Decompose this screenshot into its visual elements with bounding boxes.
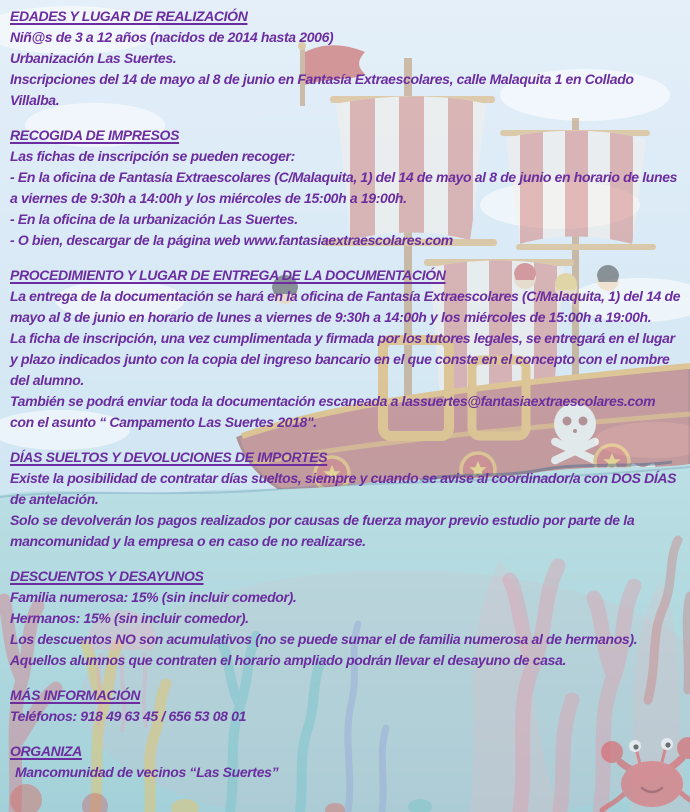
phone-numbers: Teléfonos: 918 49 63 45 / 656 53 08 01	[10, 708, 247, 724]
paragraph: Familia numerosa: 15% (sin incluir comedor).	[10, 589, 297, 605]
paragraph: Aquellos alumnos que contraten el horario ampliado podrán llevar el desayuno de casa.	[10, 652, 567, 668]
section-heading: EDADES Y LUGAR DE REALIZACIÓN	[10, 8, 248, 24]
section-heading: RECOGIDA DE IMPRESOS	[10, 127, 180, 143]
organizer-name: Mancomunidad de vecinos “Las Suertes”	[15, 764, 279, 780]
paragraph: - En la oficina de Fantasía Extraescolares (C/Malaquita, 1) del 14 de mayo al 8 de junio en horario de lunes a viernes de 9:30h a 14:00h y los miércoles de 15:00h a 19:00h.	[10, 169, 678, 206]
section-organiza	[10, 741, 681, 783]
paragraph: También se podrá enviar toda la documentación escaneada a lassuertes@fantasiaextraescolares.com con el asunto “ Campamento Las Suertes 2018".	[10, 393, 656, 430]
paragraph: Solo se devolverán los pagos realizados por causas de fuerza mayor previo estudio por parte de la mancomunidad y la empresa o en caso de no realizarse.	[10, 512, 635, 549]
paragraph: La entrega de la documentación se hará en la oficina de Fantasía Extraescolares (C/Malaquita, 1) del 14 de mayo al 8 de junio en horario de lunes a viernes de 9:30h a 14:00h y los miércoles de 15:00h a 19:00h.	[10, 288, 681, 325]
paragraph: La ficha de inscripción, una vez cumplimentada y firmada por los tutores legales, se entregará en el lugar y plazo indicados junto con la copia del ingreso bancario en el que conste en el concepto con el nombre del alumno.	[10, 330, 675, 388]
paragraph: Existe la posibilidad de contratar días sueltos, siempre y cuando se avise al coordinador/a con DOS DÍAS de antelación.	[10, 470, 677, 507]
section-mas-informacion	[10, 685, 681, 727]
paragraph: Urbanización Las Suertes.	[10, 50, 177, 66]
paragraph: Las fichas de inscripción se pueden recoger:	[10, 148, 295, 164]
paragraph: Niñ@s de 3 a 12 años (nacidos de 2014 hasta 2006)	[10, 29, 334, 45]
section-heading: ORGANIZA	[10, 743, 82, 759]
paragraph: - En la oficina de la urbanización Las Suertes.	[10, 211, 298, 227]
section-descuentos-desayunos	[10, 566, 681, 671]
section-heading: DÍAS SUELTOS Y DEVOLUCIONES DE IMPORTES	[10, 449, 328, 465]
section-heading: PROCEDIMIENTO Y LUGAR DE ENTREGA DE LA DOCUMENTACIÓN	[10, 267, 446, 283]
section-dias-sueltos-devoluciones	[10, 447, 681, 552]
section-heading: DESCUENTOS Y DESAYUNOS	[10, 568, 204, 584]
paragraph: Hermanos: 15% (sin incluir comedor).	[10, 610, 249, 626]
section-edades-y-lugar	[10, 6, 681, 111]
paragraph: - O bien, descargar de la página web www.fantasiaextraescolares.com	[10, 232, 453, 248]
section-procedimiento-entrega	[10, 265, 681, 433]
section-recogida-de-impresos	[10, 125, 681, 251]
paragraph: Inscripciones del 14 de mayo al 8 de junio en Fantasía Extraescolares, calle Malaquita 1 en Collado Villalba.	[10, 71, 634, 108]
paragraph: Los descuentos NO son acumulativos (no se puede sumar el de familia numerosa al de hermanos).	[10, 631, 638, 647]
section-heading: MÁS INFORMACIÓN	[10, 687, 141, 703]
